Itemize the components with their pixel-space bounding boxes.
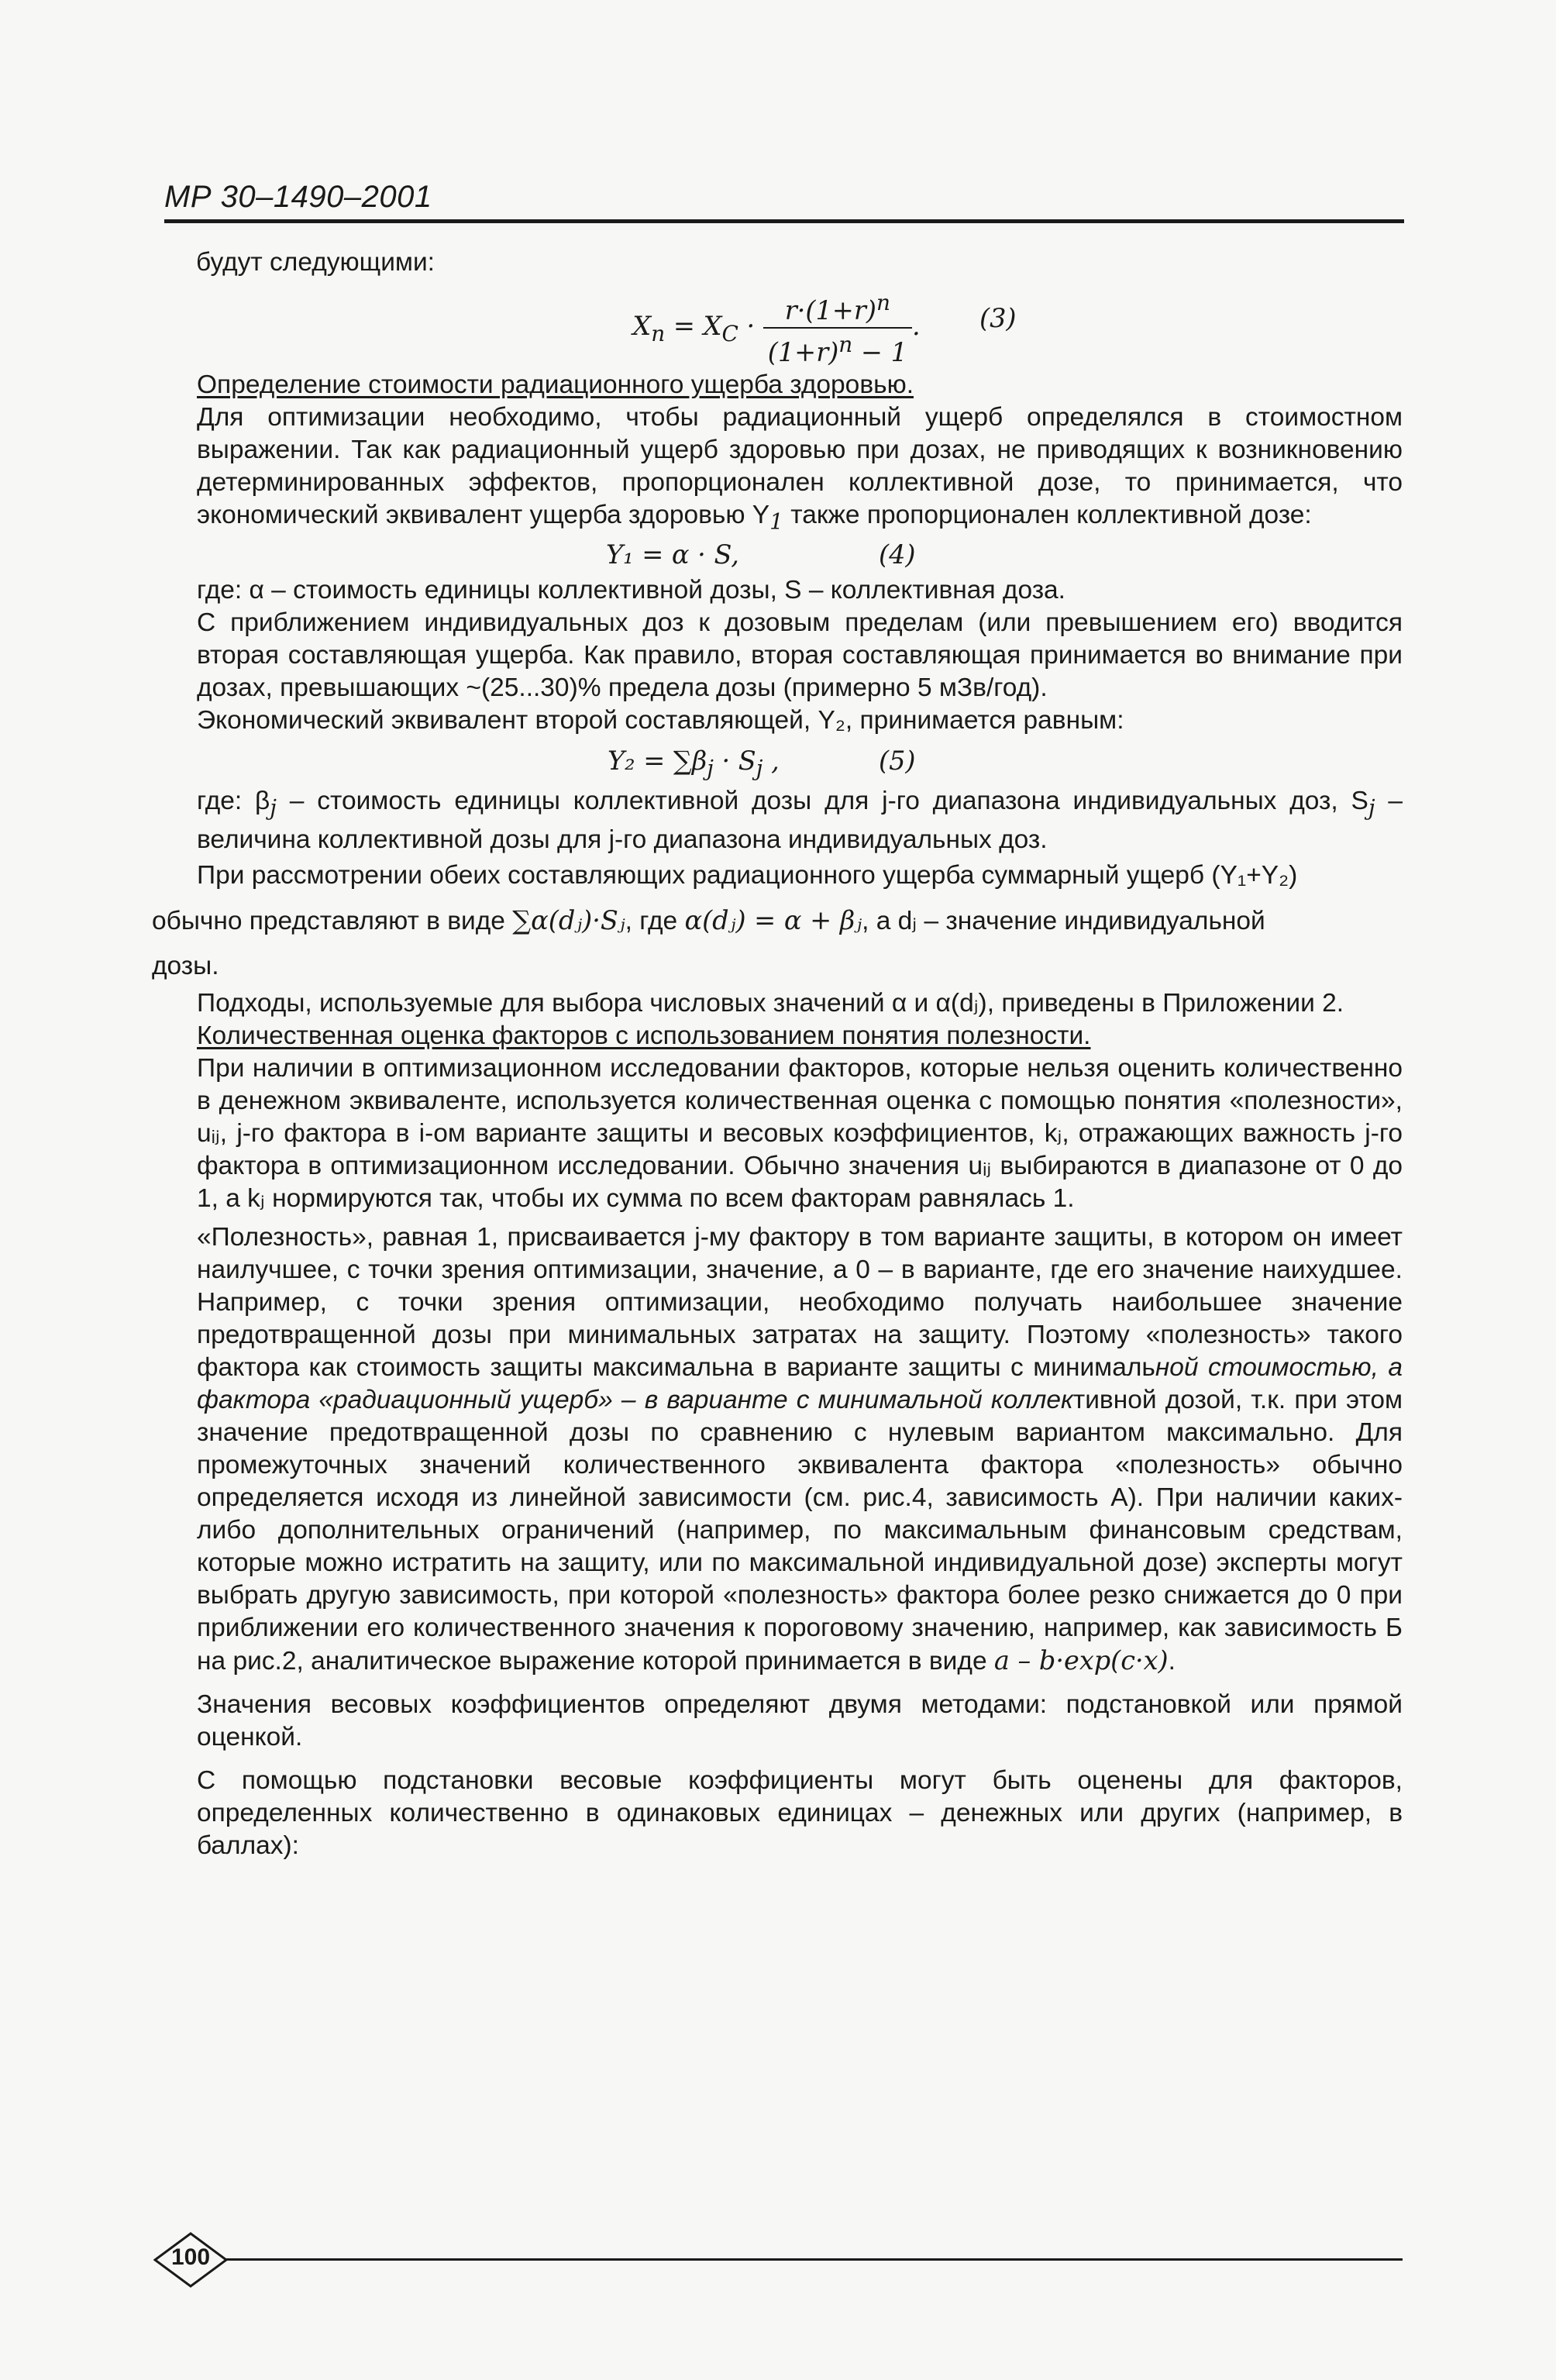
f3-numerator: r·(1+r) [784,295,876,326]
section-heading-damage-cost: Определение стоимости радиационного ущерба здоровью. [197,370,914,399]
paragraph-substitution: С помощью подстановки весовые коэффициенты могут быть оценены для факторов, определенных количественно в одинаковых единицах – денежных или других (например, в баллах): [197,1766,1403,1861]
f3-eq: = X [665,311,722,342]
page-number: 100 [170,2244,211,2270]
total-form-expr: ∑α(dⱼ)·Sⱼ [512,905,625,936]
beta-def-sub2: j [1368,794,1375,821]
document-code: МР 30–1490–2001 [164,180,432,214]
total-form-c: , а dⱼ – значение индивидуальной [862,907,1265,936]
paragraph-utility-details [197,1221,1403,1678]
f3-dot: · [738,311,763,342]
utility-details-b: тивной дозой, т.к. при этом значение предотвращенной дозы по сравнению с нулевым вариантом максимально. Для промежуточных значений количественного эквивалента фактора «полезность» обычно определяется исходя из линейной зависимости (см. рис.4, зависимость А). При наличии каких-либо дополнительных ограничений (например, по максимальным финансовым средствам, которые можно истратить на защиту, или по максимальной индивидуальной дозе) эксперты могут выбрать другую зависимость, при которой «полезность» фактора более резко снижается до 0 при приближении его количественного значения к пороговому значению, например, как зависимость Б на рис.2, аналитическое выражение которой принимается в виде [197,1386,1403,1676]
paragraph-y2-intro: Экономический эквивалент второй составляющей, Y₂, принимается равным: [197,705,1124,735]
total-form-b: , где [625,907,685,936]
beta-def-a: где: β [197,786,270,815]
total-form-a: обычно представляют в виде [152,907,513,936]
intro-line [196,246,1403,279]
utility-details-italic: ной стоимостью, а фактора «радиационный ущерб» – в варианте с минимальной коллек [197,1353,1403,1415]
formula-4 [197,539,1403,574]
f3-lhs-sub: n [651,320,666,346]
formula-4-number: (4) [879,539,916,570]
f5-end: , [763,745,780,776]
f5-sub1: j [707,755,714,781]
beta-def-c: – величина коллективной дозы для j-го диапазона индивидуальных доз. [197,786,1403,855]
f3-den-tail: − 1 [852,337,907,368]
utility-details-end: . [1168,1647,1176,1676]
paragraph-beta-definition [197,785,1403,857]
header-rule [164,219,1404,223]
paragraph-optimization-text: Для оптимизации необходимо, чтобы радиационный ущерб определялся в стоимостном выражении. Так как радиационный ущерб здоровью при дозах, не приводящих к возникновению детерминированных эффектов, пропорционален коллективной дозе, то принимается, что экономический эквивалент ущерба здоровью Y [197,403,1403,529]
intro-text: будут следующими: [196,248,435,277]
f3-lhs: X [632,311,652,342]
paragraph-optimization-tail: также пропорционален коллективной дозе: [783,501,1312,529]
utility-details-a: «Полезность», равная 1, присваивается j-му фактору в том варианте защиты, в котором он имеет наилучшее, с точки зрения оптимизации, значение, а 0 – в варианте, где его значение наихудшее. Например, с точки зрения оптимизации, необходимо получать наибольшее значение предотвращенной дозы при минимальных затратах на защиту. Поэтому «полезность» такого фактора как стоимость защиты максимальна в варианте защиты с минималь [197,1223,1403,1383]
utility-details-expr: a – b·exp(c·x) [993,1645,1169,1676]
footer-rule [226,2258,1403,2261]
paragraph-alpha-definition: где: α – стоимость единицы коллективной дозы, S – коллективная доза. [197,575,1065,604]
f5-sub2: j [756,755,763,781]
formula-3 [197,282,1403,369]
paragraph-optimization [197,401,1403,539]
section-heading-utility: Количественная оценка факторов с использованием понятия полезности. [197,1021,1091,1051]
formula-4-expression: Y₁ = α · S, [606,539,739,570]
paragraph-total-damage-end: дозы. [152,952,219,981]
page-number-badge [153,2232,228,2288]
paragraph-approaches: Подходы, используемые для выбора числовых значений α и α(dⱼ), приведены в Приложении 2. [197,989,1344,1018]
formula-3-number: (3) [979,303,1017,333]
paragraph-utility-intro: При наличии в оптимизационном исследовании факторов, которые нельзя оценить количественно в денежном эквиваленте, используется количественная оценка с помощью понятия «полезности», uᵢⱼ, j-го фактора в i-ом варианте защиты и весовых коэффициентов, kⱼ, отражающих важность j-го фактора в оптимизационном исследовании. Обычно значения uᵢⱼ выбираются в диапазоне от 0 до 1, а kⱼ нормируются так, чтобы их сумма по всем факторам равнялась 1. [197,1054,1403,1214]
f3-end: . [911,311,921,342]
f3-num-sup: n [876,290,890,315]
beta-def-sub1: j [270,794,277,821]
page-body [152,246,1403,1862]
paragraph-weight-methods: Значения весовых коэффициентов определяют двумя методами: подстановкой или прямой оценкой. [197,1690,1403,1752]
f3-den-sup: n [838,332,853,358]
formula-5-number: (5) [879,745,916,776]
paragraph-second-component: С приближением индивидуальных доз к дозовым пределам (или превышением его) вводится вторая составляющая ущерба. Как правило, вторая составляющая принимается во внимание при дозах, превышающих ~(25...30)% предела дозы (примерно 5 мЗв/год). [197,608,1403,702]
f5-mid: · S [713,745,756,776]
paragraph-optimization-sub: 1 [769,508,783,535]
formula-5 [197,737,1403,785]
formula-5-expression [608,745,780,785]
beta-def-b: – стоимость единицы коллективной дозы для j-го диапазона индивидуальных доз, S [276,786,1368,815]
paragraph-total-damage-form [152,904,1403,938]
f3-denominator: (1+r) [767,337,839,368]
f3-eq-sub: C [721,320,738,346]
total-form-expr2: α(dⱼ) = α + βⱼ [684,905,862,936]
f3-fraction [763,287,912,369]
paragraph-total-damage: При рассмотрении обеих составляющих радиационного ущерба суммарный ущерб (Y₁+Y₂) [197,861,1298,890]
f5-part1: Y₂ = ∑β [608,745,707,776]
